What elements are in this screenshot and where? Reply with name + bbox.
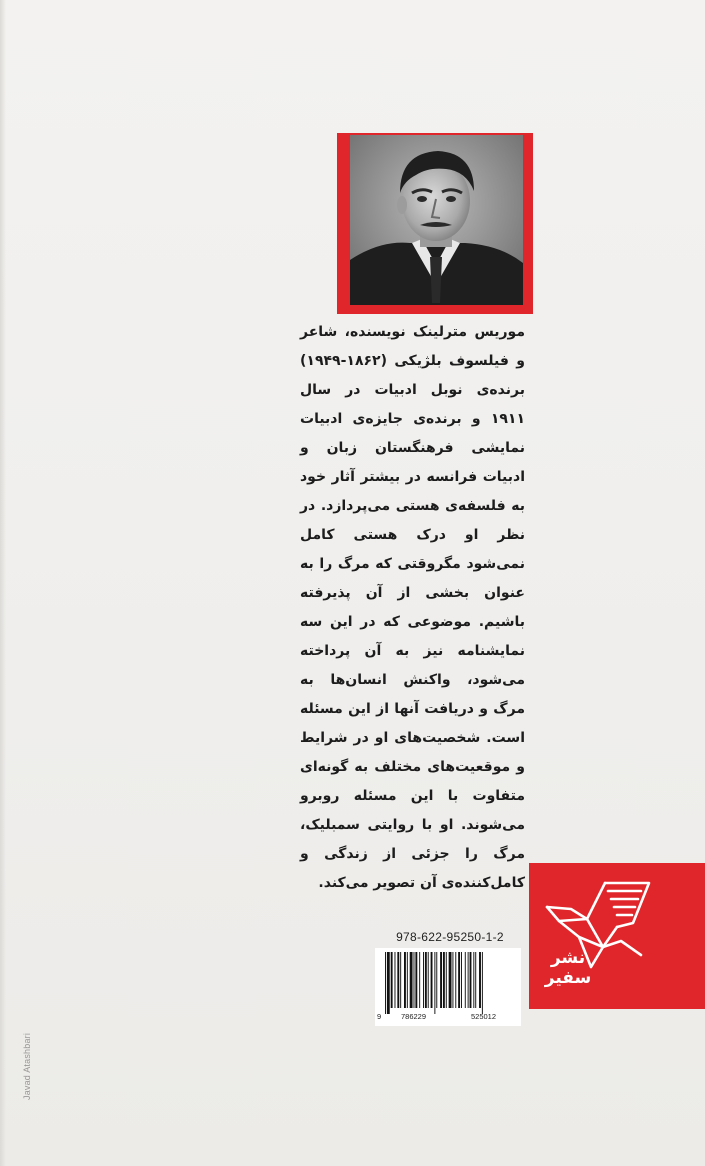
barcode-bar — [387, 952, 390, 1014]
barcode-bar — [475, 952, 476, 1008]
barcode-bar — [452, 952, 453, 1008]
barcode-bar — [482, 952, 483, 1014]
barcode-bar — [407, 952, 408, 1008]
barcode-bar — [414, 952, 415, 1008]
barcode-bar — [404, 952, 406, 1008]
author-portrait — [350, 135, 523, 305]
barcode-bar — [468, 952, 469, 1008]
spine-shadow — [0, 0, 6, 1166]
barcode-bar — [455, 952, 456, 1008]
barcode-bar — [415, 952, 417, 1008]
barcode-bar — [479, 952, 481, 1008]
barcode-bar — [419, 952, 420, 1008]
barcode-bar — [410, 952, 413, 1008]
barcode-bars — [375, 948, 521, 1012]
barcode-bar — [425, 952, 427, 1008]
designer-credit: Javad Atashbari — [22, 1032, 32, 1100]
barcode-bar — [473, 952, 474, 1008]
barcode-left-digits: 786229 — [401, 1012, 427, 1021]
barcode-bar — [461, 952, 462, 1008]
barcode-bar — [440, 952, 442, 1008]
barcode-bar — [395, 952, 396, 1008]
publisher-name: نشر سفیر — [544, 948, 592, 988]
isbn-number: 978-622-95250-1-2 — [396, 930, 504, 944]
barcode-lead-digit: 9 — [377, 1012, 382, 1021]
barcode-bar — [391, 952, 393, 1008]
barcode-bar — [446, 952, 447, 1008]
barcode-bar — [458, 952, 460, 1008]
barcode — [375, 948, 521, 1026]
author-description: موریس مترلینک نویسنده، شاعر و فیلسوف بلژیکی (۱۸۶۲-۱۹۴۹) برنده‌ی نوبل ادبیات در سال ۱۹۱۱ و برنده‌ی جایزه‌ی ادبیات نمایشی فرهنگستان زبان و ادبیات فرانسه در بیشتر آثار خود به فلسفه‌ی هستی می‌پردازد. در نظر او درک هستی کامل نمی‌شود مگروقتی که مرگ را به عنوان بخشی از آن پذیرفته باشیم. موضوعی که در این سه نمایشنامه نیز به آن پرداخته می‌شود، واکنش انسان‌ها به مرگ و دریافت آنها از این مسئله است. شخصیت‌های او در شرایط و موقعیت‌های مختلف به گونه‌ای متفاوت با این مسئله روبرو می‌شوند. او با روایتی سمبلیک، مرگ را جزئی از زندگی و کامل‌کننده‌ی آن تصویر می‌کند. — [300, 324, 525, 891]
barcode-bar — [397, 952, 399, 1008]
barcode-bar — [436, 952, 437, 1008]
barcode-bar — [465, 952, 466, 1008]
barcode-bar — [443, 952, 445, 1008]
barcode-bar — [385, 952, 386, 1014]
barcode-right-digits: 525012 — [471, 1012, 497, 1021]
barcode-bar — [423, 952, 424, 1008]
barcode-bar — [449, 952, 452, 1008]
author-portrait-illustration — [350, 135, 523, 305]
barcode-bar — [431, 952, 433, 1008]
barcode-bar — [428, 952, 429, 1008]
barcode-bar — [470, 952, 472, 1008]
publisher-logo — [529, 863, 705, 1009]
barcode-bar — [434, 952, 435, 1014]
barcode-bar — [400, 952, 401, 1008]
